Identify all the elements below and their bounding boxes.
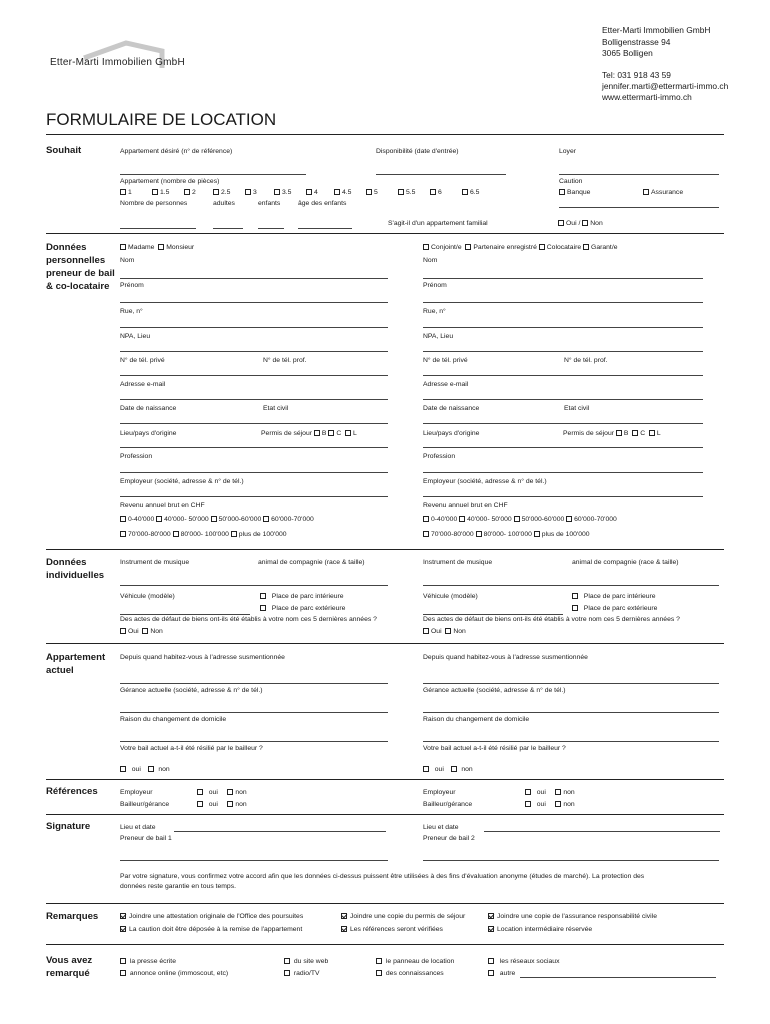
checkbox[interactable] — [213, 189, 219, 195]
checkbox[interactable] — [120, 189, 126, 195]
company-name: Etter-Marti Immobilien GmbH — [602, 25, 711, 35]
source-site[interactable]: du site web — [284, 958, 328, 966]
field-lieu-left[interactable] — [174, 831, 386, 832]
label-lieu-left: Lieu et date — [120, 824, 156, 831]
label-ref-bailleur-left: Bailleur/gérance — [120, 801, 170, 808]
field-nom-left[interactable] — [120, 278, 388, 279]
revenu-row1-left[interactable]: 0-40'000 40'000- 50'000 50'000-60'000 60'000-70'000 — [120, 516, 314, 524]
label-revenu-left: Revenu annuel brut en CHF — [120, 502, 205, 509]
field-origine-left[interactable] — [120, 447, 388, 448]
source-reseaux[interactable]: les réseaux sociaux — [488, 958, 559, 966]
field-instrument-left[interactable] — [120, 585, 388, 586]
caution-banque[interactable]: Banque — [559, 189, 590, 197]
revenu-row2-left[interactable]: 70'000-80'000 80'000- 100'000 plus de 100'000 — [120, 531, 287, 539]
field-rue-right[interactable] — [423, 327, 703, 328]
caution-assurance[interactable]: Assurance — [643, 189, 683, 197]
rule-personnes — [46, 549, 724, 550]
field-employeur-right[interactable] — [423, 496, 703, 497]
field-tel-right[interactable] — [423, 375, 703, 376]
permis-right[interactable]: Permis de séjour B C L — [563, 430, 661, 437]
rule-signature — [46, 903, 724, 904]
rule-references — [46, 814, 724, 815]
field-raison-right[interactable] — [423, 741, 719, 742]
logo-name: Etter-Marti Immobilien GmbH — [50, 57, 185, 68]
label-lieu-right: Lieu et date — [423, 824, 459, 831]
label-origine-right: Lieu/pays d'origine — [423, 430, 480, 437]
checkbox[interactable] — [462, 189, 468, 195]
label-vehicule-left: Véhicule (modèle) — [120, 593, 175, 600]
field-profession-right[interactable] — [423, 472, 703, 473]
field-loyer[interactable] — [559, 174, 719, 175]
label-profession-right: Profession — [423, 453, 456, 460]
field-employeur-left[interactable] — [120, 496, 388, 497]
label-profession-left: Profession — [120, 453, 153, 460]
label-animal-right: animal de compagnie (race & taille) — [572, 559, 679, 566]
field-npa-left[interactable] — [120, 351, 388, 352]
rule-remarques — [46, 944, 724, 945]
label-ref-bailleur-right: Bailleur/gérance — [423, 801, 473, 808]
remarque-assurance[interactable]: Joindre une copie de l'assurance responsabilité civile — [488, 913, 657, 921]
remarque-poursuites[interactable]: Joindre une attestation originale de l'Office des poursuites — [120, 913, 303, 921]
field-raison-left[interactable] — [120, 741, 388, 742]
source-radio[interactable]: radio/TV — [284, 970, 320, 978]
ref-employeur-options-right[interactable]: oui non — [525, 789, 575, 797]
field-vehicule-right[interactable] — [423, 614, 563, 615]
label-etat-civil-left: Etat civil — [263, 405, 289, 412]
bail-options-right[interactable]: oui non — [423, 766, 473, 774]
label-animal-left: animal de compagnie (race & taille) — [258, 559, 365, 566]
field-tel-left[interactable] — [120, 375, 388, 376]
civilite-left[interactable]: Madame Monsieur — [120, 244, 194, 252]
parc-ext-left[interactable]: Place de parc extérieure — [260, 605, 345, 613]
label-rue-right: Rue, n° — [423, 308, 446, 315]
checkbox[interactable] — [274, 189, 280, 195]
source-annonce[interactable]: annonce online (immoscout, etc) — [120, 970, 228, 978]
source-presse[interactable]: la presse écrite — [120, 958, 176, 966]
label-email-left: Adresse e-mail — [120, 381, 166, 388]
section-personnes: Données personnelles preneur de bail & co-locataire — [46, 242, 115, 292]
ref-bailleur-options-right[interactable]: oui non — [525, 801, 575, 809]
label-npa-left: NPA, Lieu — [120, 333, 151, 340]
label-email-right: Adresse e-mail — [423, 381, 469, 388]
field-email-right[interactable] — [423, 399, 703, 400]
label-appartement: Appartement désiré (n° de référence) — [120, 148, 233, 155]
source-connaissances[interactable]: des connaissances — [376, 970, 444, 978]
remarque-location[interactable]: Location intermédiaire réservée — [488, 926, 592, 934]
company-email[interactable]: jennifer.marti@ettermarti-immo.ch — [602, 81, 729, 91]
label-naissance-left: Date de naissance — [120, 405, 177, 412]
label-bail-right: Votre bail actuel a-t-il été résilié par le bailleur ? — [423, 745, 566, 752]
label-nom-left: Nom — [120, 257, 135, 264]
label-instrument-right: Instrument de musique — [423, 559, 493, 566]
ref-bailleur-options-left[interactable]: oui non — [197, 801, 247, 809]
label-naissance-right: Date de naissance — [423, 405, 480, 412]
revenu-row2-right[interactable]: 70'000-80'000 80'000- 100'000 plus de 100'000 — [423, 531, 590, 539]
actes-options-right[interactable]: Oui Non — [423, 628, 466, 636]
section-vous-1: Vous avez — [46, 955, 93, 966]
checkbox[interactable] — [184, 189, 190, 195]
field-age-enfants[interactable] — [298, 228, 352, 229]
rule-individuelles — [46, 643, 724, 644]
checkbox[interactable] — [152, 189, 158, 195]
label-nom-right: Nom — [423, 257, 438, 264]
field-prenom-left[interactable] — [120, 302, 388, 303]
field-nb-personnes[interactable] — [120, 228, 196, 229]
parc-int-left[interactable]: Place de parc intérieure — [260, 593, 344, 601]
label-preneur1: Preneur de bail 1 — [120, 835, 172, 842]
label-rue-left: Rue, n° — [120, 308, 143, 315]
label-origine-left: Lieu/pays d'origine — [120, 430, 177, 437]
checkbox[interactable] — [430, 189, 436, 195]
field-autre[interactable] — [520, 977, 716, 978]
signature-text-2: données reste garantie en tous temps. — [120, 883, 236, 890]
checkbox[interactable] — [334, 189, 340, 195]
label-pieces: Appartement (nombre de pièces) — [120, 178, 220, 185]
label-gerance-right: Gérance actuelle (société, adresse & n° de tél.) — [423, 687, 566, 694]
revenu-row1-right[interactable]: 0-40'000 40'000- 50'000 50'000-60'000 60'000-70'000 — [423, 516, 617, 524]
label-tel-prive-left: N° de tél. privé — [120, 357, 165, 364]
actes-options-left[interactable]: Oui Non — [120, 628, 163, 636]
parc-ext-right[interactable]: Place de parc extérieure — [572, 605, 657, 613]
signature-text-1: Par votre signature, vous confirmez votre accord afin que les données ci-dessus puissent être utilisées à des fins d'évaluation anonyme (études de marché). La protection des — [120, 873, 645, 880]
field-prenom-right[interactable] — [423, 302, 703, 303]
label-employeur-right: Employeur (société, adresse & n° de tél.) — [423, 478, 547, 485]
field-gerance-right[interactable] — [423, 712, 719, 713]
field-signature-right[interactable] — [423, 860, 719, 861]
section-remarques: Remarques — [46, 911, 99, 922]
label-vehicule-right: Véhicule (modèle) — [423, 593, 478, 600]
label-tel-prive-right: N° de tél. privé — [423, 357, 468, 364]
label-caution: Caution — [559, 178, 583, 185]
label-actes-left: Des actes de défaut de biens ont-ils été établis à votre nom ces 5 dernières années ? — [120, 616, 377, 623]
field-origine-right[interactable] — [423, 447, 703, 448]
field-depuis-left[interactable] — [120, 683, 388, 684]
field-email-left[interactable] — [120, 399, 388, 400]
company-web[interactable]: www.ettermarti-immo.ch — [602, 92, 692, 102]
checkbox[interactable] — [245, 189, 251, 195]
field-enfants[interactable] — [258, 228, 284, 229]
checkbox[interactable] — [366, 189, 372, 195]
label-gerance-left: Gérance actuelle (société, adresse & n° de tél.) — [120, 687, 263, 694]
field-gerance-left[interactable] — [120, 712, 388, 713]
field-naissance-right[interactable] — [423, 423, 703, 424]
section-vous-2: remarqué — [46, 968, 90, 979]
label-ref-employeur-right: Employeur — [423, 789, 456, 796]
field-lieu-right[interactable] — [484, 831, 720, 832]
label-bail-left: Votre bail actuel a-t-il été résilié par le bailleur ? — [120, 745, 263, 752]
remarque-references[interactable]: Les références seront vérifiées — [341, 926, 443, 934]
rule-actuel — [46, 779, 724, 780]
label-age-enfants: âge des enfants — [298, 200, 347, 207]
label-enfants: enfants — [258, 200, 281, 207]
section-references: Références — [46, 786, 98, 797]
field-appartement[interactable] — [120, 174, 306, 175]
label-etat-civil-right: Etat civil — [564, 405, 590, 412]
section-souhait: Souhait — [46, 145, 82, 156]
label-prenom-left: Prénom — [120, 282, 144, 289]
field-npa-right[interactable] — [423, 351, 703, 352]
label-depuis-left: Depuis quand habitez-vous à l'adresse susmentionnée — [120, 654, 285, 661]
field-disponibilite[interactable] — [376, 174, 506, 175]
familial-options[interactable]: Oui / Non — [558, 220, 603, 228]
field-signature-left[interactable] — [120, 860, 388, 861]
label-revenu-right: Revenu annuel brut en CHF — [423, 502, 508, 509]
parc-int-right[interactable]: Place de parc intérieure — [572, 593, 656, 601]
field-vehicule-left[interactable] — [120, 614, 250, 615]
remarque-caution[interactable]: La caution doit être déposée à la remise de l'appartement — [120, 926, 302, 934]
label-loyer: Loyer — [559, 148, 577, 155]
field-caution[interactable] — [559, 207, 719, 208]
field-rue-left[interactable] — [120, 327, 388, 328]
label-tel-prof-right: N° de tél. prof. — [564, 357, 608, 364]
remarque-permis[interactable]: Joindre une copie du permis de séjour — [341, 913, 465, 921]
label-actes-right: Des actes de défaut de biens ont-ils été établis à votre nom ces 5 dernières années ? — [423, 616, 680, 623]
title-rule — [46, 134, 724, 135]
label-raison-right: Raison du changement de domicile — [423, 716, 530, 723]
section-signature: Signature — [46, 821, 91, 832]
label-employeur-left: Employeur (société, adresse & n° de tél.) — [120, 478, 244, 485]
label-adultes: adultes — [213, 200, 235, 207]
company-street: Bolligenstrasse 94 — [602, 37, 671, 47]
checkbox[interactable] — [398, 189, 404, 195]
label-disponibilite: Disponibilité (date d'entrée) — [376, 148, 459, 155]
bail-options-left[interactable]: oui non — [120, 766, 170, 774]
label-ref-employeur-left: Employeur — [120, 789, 153, 796]
source-panneau[interactable]: le panneau de location — [376, 958, 454, 966]
label-preneur2: Preneur de bail 2 — [423, 835, 475, 842]
company-tel: Tel: 031 918 43 59 — [602, 70, 671, 80]
label-familial: S'agit-il d'un appartement familial — [388, 220, 488, 227]
company-city: 3065 Bolligen — [602, 48, 653, 58]
field-instrument-right[interactable] — [423, 585, 719, 586]
field-adultes[interactable] — [213, 228, 243, 229]
field-depuis-right[interactable] — [423, 683, 719, 684]
section-individuelles: Données individuelles — [46, 557, 105, 581]
source-autre[interactable]: autre — [488, 970, 515, 978]
permis-left[interactable]: Permis de séjour B C L — [261, 430, 357, 437]
field-nom-right[interactable] — [423, 278, 703, 279]
label-tel-prof-left: N° de tél. prof. — [263, 357, 307, 364]
label-npa-right: NPA, Lieu — [423, 333, 454, 340]
page-title: FORMULAIRE DE LOCATION — [46, 110, 277, 129]
checkbox[interactable] — [306, 189, 312, 195]
label-depuis-right: Depuis quand habitez-vous à l'adresse susmentionnée — [423, 654, 588, 661]
section-actuel: Appartement actuel — [46, 652, 106, 676]
label-prenom-right: Prénom — [423, 282, 447, 289]
rule-souhait — [46, 233, 724, 234]
field-profession-left[interactable] — [120, 472, 388, 473]
label-nb-personnes: Nombre de personnes — [120, 200, 188, 207]
label-instrument-left: Instrument de musique — [120, 559, 190, 566]
ref-employeur-options-left[interactable]: oui non — [197, 789, 247, 797]
label-raison-left: Raison du changement de domicile — [120, 716, 227, 723]
statut-right[interactable]: Conjoint/e Partenaire enregistré Colocataire Garant/e — [423, 244, 618, 252]
field-naissance-left[interactable] — [120, 423, 388, 424]
